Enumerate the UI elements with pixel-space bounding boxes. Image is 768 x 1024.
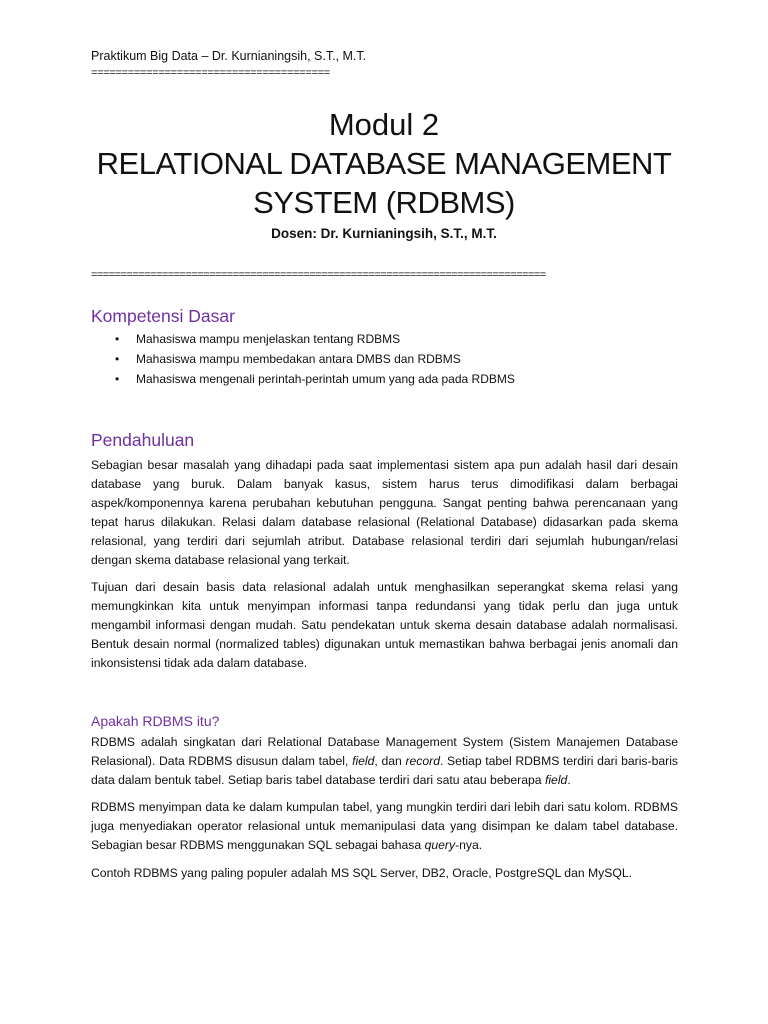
module-title-line1: RELATIONAL DATABASE MANAGEMENT xyxy=(96,146,672,181)
pendahuluan-heading: Pendahuluan xyxy=(91,430,195,450)
lecturer-line: Dosen: Dr. Kurnianingsih, S.T., M.T. xyxy=(271,226,497,241)
kompetensi-list xyxy=(91,330,691,390)
bullet-icon: • xyxy=(115,372,120,386)
title-block xyxy=(0,106,768,243)
apakah-paragraph-3: Contoh RDBMS yang paling populer adalah MS SQL Server, DB2, Oracle, PostgreSQL dan MySQL. xyxy=(91,866,633,880)
apakah-heading: Apakah RDBMS itu? xyxy=(91,713,220,729)
bullet-icon: • xyxy=(115,352,120,366)
list-item: • Mahasiswa mampu menjelaskan tentang RDBMS xyxy=(91,330,691,350)
pendahuluan-paragraph-2: Tujuan dari desain basis data relasional adalah untuk menghasilkan seperangkat skema relasi yang memungkinkan kita untuk menyimpan informasi tanpa redundansi yang tidak perlu dan juga untuk mengambil informasi dengan mudah. Satu pendekatan untuk skema desain database adalah normalisasi. Bentuk desain normal (normalized tables) digunakan untuk memastikan bahwa berbagai jenis anomali dan inkonsistensi tidak ada dalam database. xyxy=(91,580,678,670)
list-item: • Mahasiswa mampu membedakan antara DMBS dan RDBMS xyxy=(91,350,691,370)
apakah-paragraph-2: RDBMS menyimpan data ke dalam kumpulan tabel, yang mungkin terdiri dari lebih dari satu kolom. RDBMS juga menyediakan operator relasional untuk memanipulasi data yang disimpan ke dalam tabel database. Sebagian besar RDBMS menggunakan SQL sebagai bahasa query-nya. xyxy=(91,800,678,852)
pendahuluan-paragraph-1: Sebagian besar masalah yang dihadapi pada saat implementasi sistem apa pun adalah hasil dari desain database yang buruk. Dalam banyak kasus, sistem harus terus dimodifikasi dalam berbagai aspek/komponennya karena perubahan kebutuhan pengguna. Sangat penting bahwa perencanaan yang tepat harus dilakukan. Relasi dalam database relasional (Relational Database) didasarkan pada skema relasional, yang terdiri dari sejumlah atribut. Database relasional terdiri dari sejumlah hubungan/relasi dengan skema database relasional yang terkait. xyxy=(91,458,678,567)
header-rule: ======================================= xyxy=(91,67,330,79)
module-title-line2: SYSTEM (RDBMS) xyxy=(253,185,515,220)
list-item: • Mahasiswa mengenali perintah-perintah umum yang ada pada RDBMS xyxy=(91,370,691,390)
bullet-icon: • xyxy=(115,332,120,346)
apakah-paragraph-1: RDBMS adalah singkatan dari Relational Database Management System (Sistem Manajemen Database Relasional). Data RDBMS disusun dalam tabel, field, dan record. Setiap tabel RDBMS terdiri dari baris-baris data dalam bentuk tabel. Setiap baris tabel database terdiri dari satu atau beberapa field. xyxy=(91,735,678,787)
module-title: Modul 2 xyxy=(328,107,440,142)
course-header: Praktikum Big Data – Dr. Kurnianingsih, S.T., M.T. xyxy=(91,49,367,63)
section-rule: ============================================================================= xyxy=(91,269,546,281)
kompetensi-heading: Kompetensi Dasar xyxy=(91,306,235,326)
